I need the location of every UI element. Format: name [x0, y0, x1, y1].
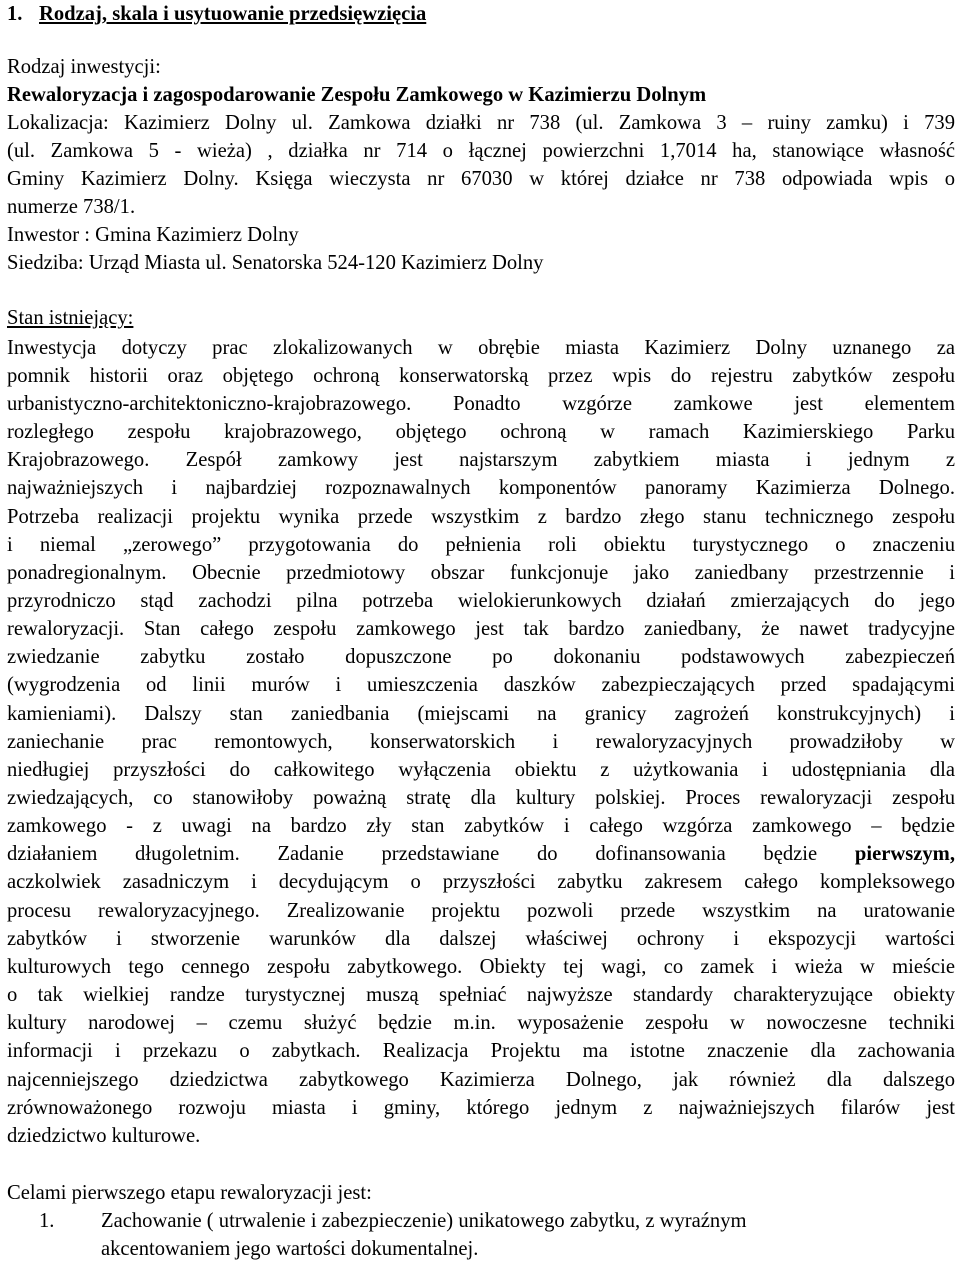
bold-emphasis: pierwszym,: [854, 843, 955, 865]
section-number: 1.: [7, 3, 23, 25]
paragraph-line: zwiedzanie zabytku zostało dopuszczone po dokonaniu podstawowych zabezpieczeń: [7, 646, 955, 668]
paragraph-line: zabytków i stworzenie warunków dla dalszej właściwej ochrony i ekspozycji wartości: [7, 928, 955, 950]
investment-type-value: Rewaloryzacja i zagospodarowanie Zespołu Zamkowego w Kazimierzu Dolnym: [7, 84, 707, 106]
paragraph-line: zrównoważonego rozwoju miasta i gminy, którego jednym z najważniejszych filarów jest: [7, 1097, 955, 1119]
paragraph-line: pomnik historii oraz objętego ochroną konserwatorską przez wpis do rejestru zabytków zespołu: [7, 365, 955, 387]
paragraph-line: zaniechanie prac remontowych, konserwatorskich i rewaloryzacyjnych prowadziłoby w: [7, 731, 955, 753]
paragraph-line: [7, 842, 955, 866]
investor-line: Inwestor : Gmina Kazimierz Dolny: [7, 224, 299, 246]
paragraph-line: kamieniami). Dalszy stan zaniedbania (miejscami na granicy zagrożeń konstrukcyjnych) i: [7, 703, 955, 725]
investment-type-label: Rodzaj inwestycji:: [7, 56, 161, 78]
paragraph-line: Potrzeba realizacji projektu wynika przede wszystkim z bardzo złego stanu technicznego zespołu: [7, 506, 955, 528]
paragraph-line: ponadregionalnym. Obecnie przedmiotowy obszar funkcjonuje jako zaniedbany przestrzennie i: [7, 562, 955, 584]
goals-label: Celami pierwszego etapu rewaloryzacji jest:: [7, 1182, 372, 1204]
paragraph-line: niedługiej przyszłości do całkowitego wyłączenia obiektu z użytkowania i udostępniania dla: [7, 759, 955, 781]
existing-state-label: Stan istniejący:: [7, 307, 134, 329]
paragraph-line: procesu rewaloryzacyjnego. Zrealizowanie projektu pozwoli przede wszystkim na uratowanie: [7, 900, 955, 922]
paragraph-line: najcenniejszego dziedzictwa zabytkowego Kazimierza Dolnego, jak również dla dalszego: [7, 1069, 955, 1091]
paragraph-line: zwiedzających, co stanowiłoby poważną stratę dla kultury polskiej. Proces rewaloryzacji zespołu: [7, 787, 955, 809]
seat-line: Siedziba: Urząd Miasta ul. Senatorska 524-120 Kazimierz Dolny: [7, 252, 544, 274]
paragraph-line: informacji i przekazu o zabytkach. Realizacja Projektu ma istotne znaczenie dla zachowania: [7, 1040, 955, 1062]
paragraph-text: działaniem długoletnim. Zadanie przedstawiane do dofinansowania będzie: [7, 843, 818, 865]
paragraph-line: najważniejszych i najbardziej rozpoznawalnych komponentów panoramy Kazimierza Dolnego.: [7, 477, 955, 499]
intro-line: numerze 738/1.: [7, 196, 136, 218]
paragraph-line: aczkolwiek zasadniczym i decydującym o przyszłości zabytku zakresem całego kompleksowego: [7, 871, 955, 893]
list-item-text: Zachowanie ( utrwalenie i zabezpieczenie) unikatowego zabytku, z wyraźnym: [101, 1210, 747, 1232]
intro-line: (ul. Zamkowa 5 - wieża) , działka nr 714 o łącznej powierzchni 1,7014 ha, stanowiące własność: [7, 140, 955, 162]
paragraph-line: zamkowego - z uwagi na bardzo zły stan zabytków i całego wzgórza zamkowego – będzie: [7, 815, 955, 837]
paragraph-line: Krajobrazowego. Zespół zamkowy jest najstarszym zabytkiem miasta i jednym z: [7, 449, 955, 471]
paragraph-line: kultury narodowej – czemu służyć będzie m.in. wyposażenie zespołu w nowoczesne techniki: [7, 1012, 955, 1034]
paragraph-line: rewaloryzacji. Stan całego zespołu zamkowego jest tak bardzo zaniedbany, że nawet tradycyjne: [7, 618, 955, 640]
paragraph-line: Inwestycja dotyczy prac zlokalizowanych w obrębie miasta Kazimierz Dolny uznanego za: [7, 337, 955, 359]
paragraph-line: przyrodniczo stąd zachodzi pilna potrzeba wielokierunkowych działań zmierzających do jego: [7, 590, 955, 612]
section-heading: [7, 2, 426, 26]
intro-line: Gminy Kazimierz Dolny. Księga wieczysta nr 67030 w której działce nr 738 odpowiada wpis o: [7, 168, 955, 190]
list-item-text: akcentowaniem jego wartości dokumentalnej.: [101, 1238, 479, 1260]
section-title: Rodzaj, skala i usytuowanie przedsięwzięcia: [39, 3, 427, 25]
list-number: 1.: [39, 1210, 55, 1232]
intro-line: Lokalizacja: Kazimierz Dolny ul. Zamkowa działki nr 738 (ul. Zamkowa 3 – ruiny zamku) i 739: [7, 112, 955, 134]
paragraph-line: (wygrodzenia od linii murów i umieszczenia daszków zabezpieczających przed spadającymi: [7, 674, 955, 696]
paragraph-line: i niemal „zerowego” przygotowania do pełnienia roli obiektu turystycznego o znaczeniu: [7, 534, 955, 556]
paragraph-line: dziedzictwo kulturowe.: [7, 1125, 201, 1147]
paragraph-line: urbanistyczno-architektoniczno-krajobrazowego. Ponadto wzgórze zamkowe jest elementem: [7, 393, 955, 415]
paragraph-line: o tak wielkiej randze turystycznej muszą spełniać najwyższe standardy charakteryzujące obiekty: [7, 984, 955, 1006]
paragraph-line: kulturowych tego cennego zespołu zabytkowego. Obiekty tej wagi, co zamek i wieża w mieście: [7, 956, 955, 978]
paragraph-line: rozległego zespołu krajobrazowego, objętego ochroną w ramach Kazimierskiego Parku: [7, 421, 955, 443]
